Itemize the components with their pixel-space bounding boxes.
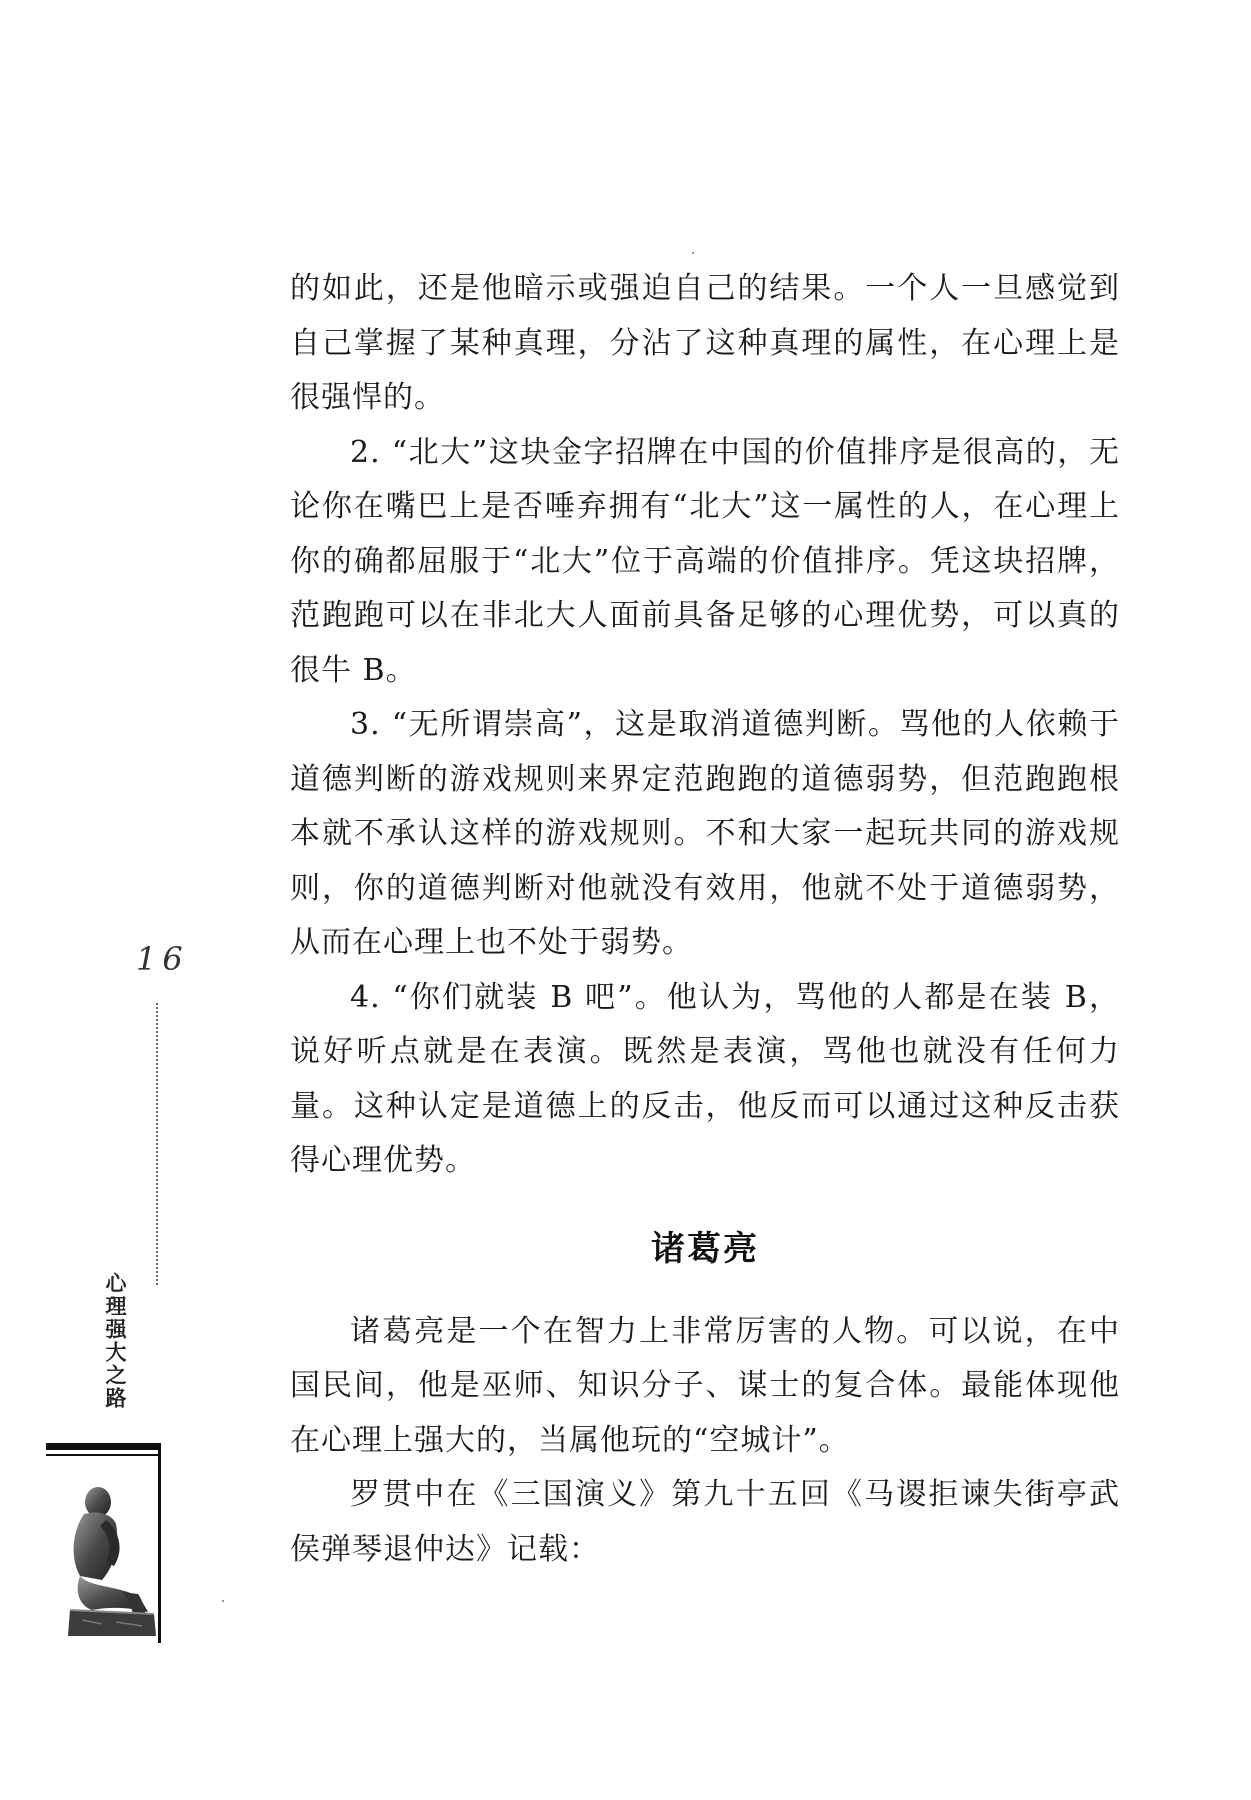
paragraph-4: 4. “你们就装 B 吧”。他认为，骂他的人都是在装 B，说好听点就是在表演。既然是表演，骂他也就没有任何力量。这种认定是道德上的反击，他反而可以通过这种反击获得心理优势。 (290, 979, 1120, 1178)
paragraph-1: 的如此，还是他暗示或强迫自己的结果。一个人一旦感觉到自己掌握了某种真理，分沾了这种真理的属性，在心理上是很强悍的。 (290, 271, 1120, 415)
margin-thick-rule (46, 1443, 159, 1450)
running-title: 心理强大之路 (103, 1272, 127, 1410)
paragraph-6: 罗贯中在《三国演义》第九十五回《马谡拒谏失街亭武侯弹琴退仲达》记载： (290, 1477, 1120, 1567)
body-text (290, 262, 1120, 1577)
margin-thin-rule (46, 1454, 159, 1456)
paragraph-2: 2. “北大”这块金字招牌在中国的价值排序是很高的，无论你在嘴巴上是否唾弃拥有“北大”这一属性的人，在心理上你的确都屈服于“北大”位于高端的价值排序。凭这块招牌，范跑跑可以在非北大人面前具备足够的心理优势，可以真的很牛 B。 (290, 434, 1120, 688)
scan-speck (692, 252, 694, 254)
margin-vertical-rule (158, 1443, 161, 1643)
section-heading: 诸葛亮 (651, 1228, 759, 1269)
margin-dotted-rule (156, 1003, 158, 1285)
scan-speck (222, 1600, 224, 1602)
paragraph-5: 诸葛亮是一个在智力上非常厉害的人物。可以说，在中国民间，他是巫师、知识分子、谋士的复合体。最能体现他在心理上强大的，当属他玩的“空城计”。 (290, 1313, 1120, 1458)
thinker-statue-image (62, 1480, 158, 1640)
paragraph-3: 3. “无所谓崇高”，这是取消道德判断。骂他的人依赖于道德判断的游戏规则来界定范跑跑的道德弱势，但范跑跑根本就不承认这样的游戏规则。不和大家一起玩共同的游戏规则，你的道德判断对他就没有效用，他就不处于道德弱势，从而在心理上也不处于弱势。 (290, 707, 1120, 960)
page-number: 16 (136, 940, 189, 978)
